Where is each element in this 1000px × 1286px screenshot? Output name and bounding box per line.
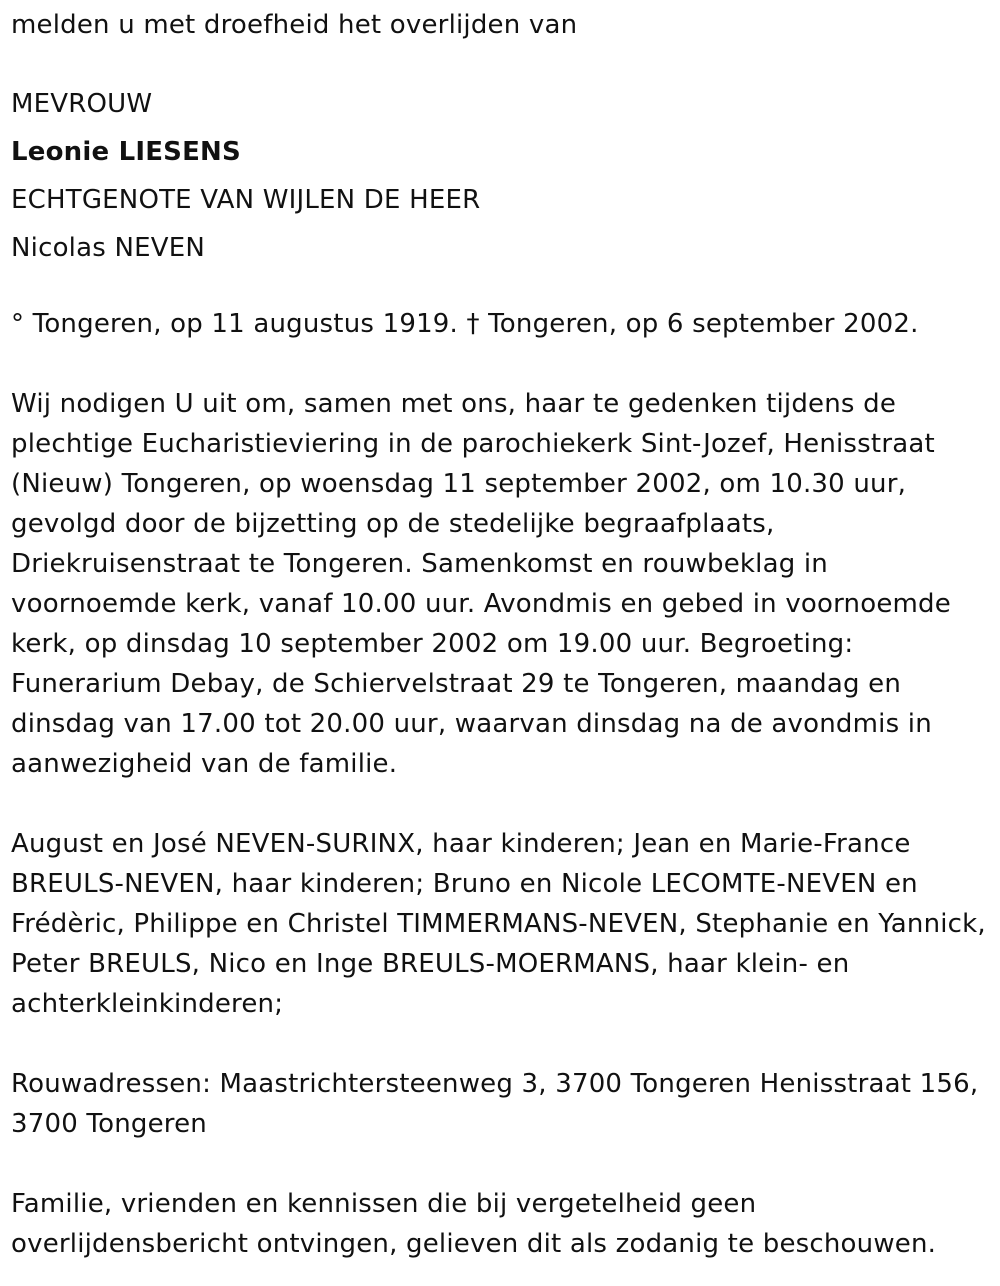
- spacer: [11, 344, 986, 384]
- birth-death-dates: ° Tongeren, op 11 augustus 1919. † Tongeren, op 6 september 2002.: [11, 309, 919, 339]
- closing-paragraph: Familie, vrienden en kennissen die bij vergetelheid geen overlijdensbericht ontvingen, gelieven dit als zodanig te beschouwen.: [11, 1189, 937, 1259]
- spacer: [11, 272, 986, 304]
- spacer: [11, 784, 986, 824]
- spouse-name: Nicolas NEVEN: [11, 233, 205, 263]
- ceremony-paragraph: Wij nodigen U uit om, samen met ons, haar te gedenken tijdens de plechtige Eucharistieviering in de parochiekerk Sint-Jozef, Henisstraat (Nieuw) Tongeren, op woensdag 11 september 2002, om 10.30 uur, gevolgd door de bijzetting op de stedelijke begraafplaats, Driekruisenstraat te Tongeren. Samenkomst en rouwbeklag in voornoemde kerk, vanaf 10.00 uur. Avondmis en gebed in voornoemde kerk, op dinsdag 10 september 2002 om 19.00 uur. Begroeting: Funerarium Debay, de Schiervelstraat 29 te Tongeren, maandag en dinsdag van 17.00 tot 20.00 uur, waarvan dinsdag na de avondmis in aanwezigheid van de familie.: [11, 389, 951, 779]
- addresses-paragraph: Rouwadressen: Maastrichtersteenweg 3, 3700 Tongeren Henisstraat 156, 3700 Tongeren: [11, 1069, 979, 1139]
- family-paragraph: August en José NEVEN-SURINX, haar kinderen; Jean en Marie-France BREULS-NEVEN, haar kinderen; Bruno en Nicole LECOMTE-NEVEN en Frédèric, Philippe en Christel TIMMERMANS-NEVEN, Stephanie en Yannick, Peter BREULS, Nico en Inge BREULS-MOERMANS, haar klein- en achterkleinkinderen;: [11, 829, 986, 1019]
- relation-text: ECHTGENOTE VAN WIJLEN DE HEER: [11, 185, 481, 215]
- spacer: [11, 48, 986, 80]
- deceased-name: Leonie LIESENS: [11, 137, 241, 167]
- intro-text: melden u met droefheid het overlijden van: [11, 10, 578, 40]
- obituary-notice: [11, 0, 986, 1264]
- salutation: MEVROUW: [11, 89, 153, 119]
- spacer: [11, 1024, 986, 1064]
- spacer: [11, 1144, 986, 1184]
